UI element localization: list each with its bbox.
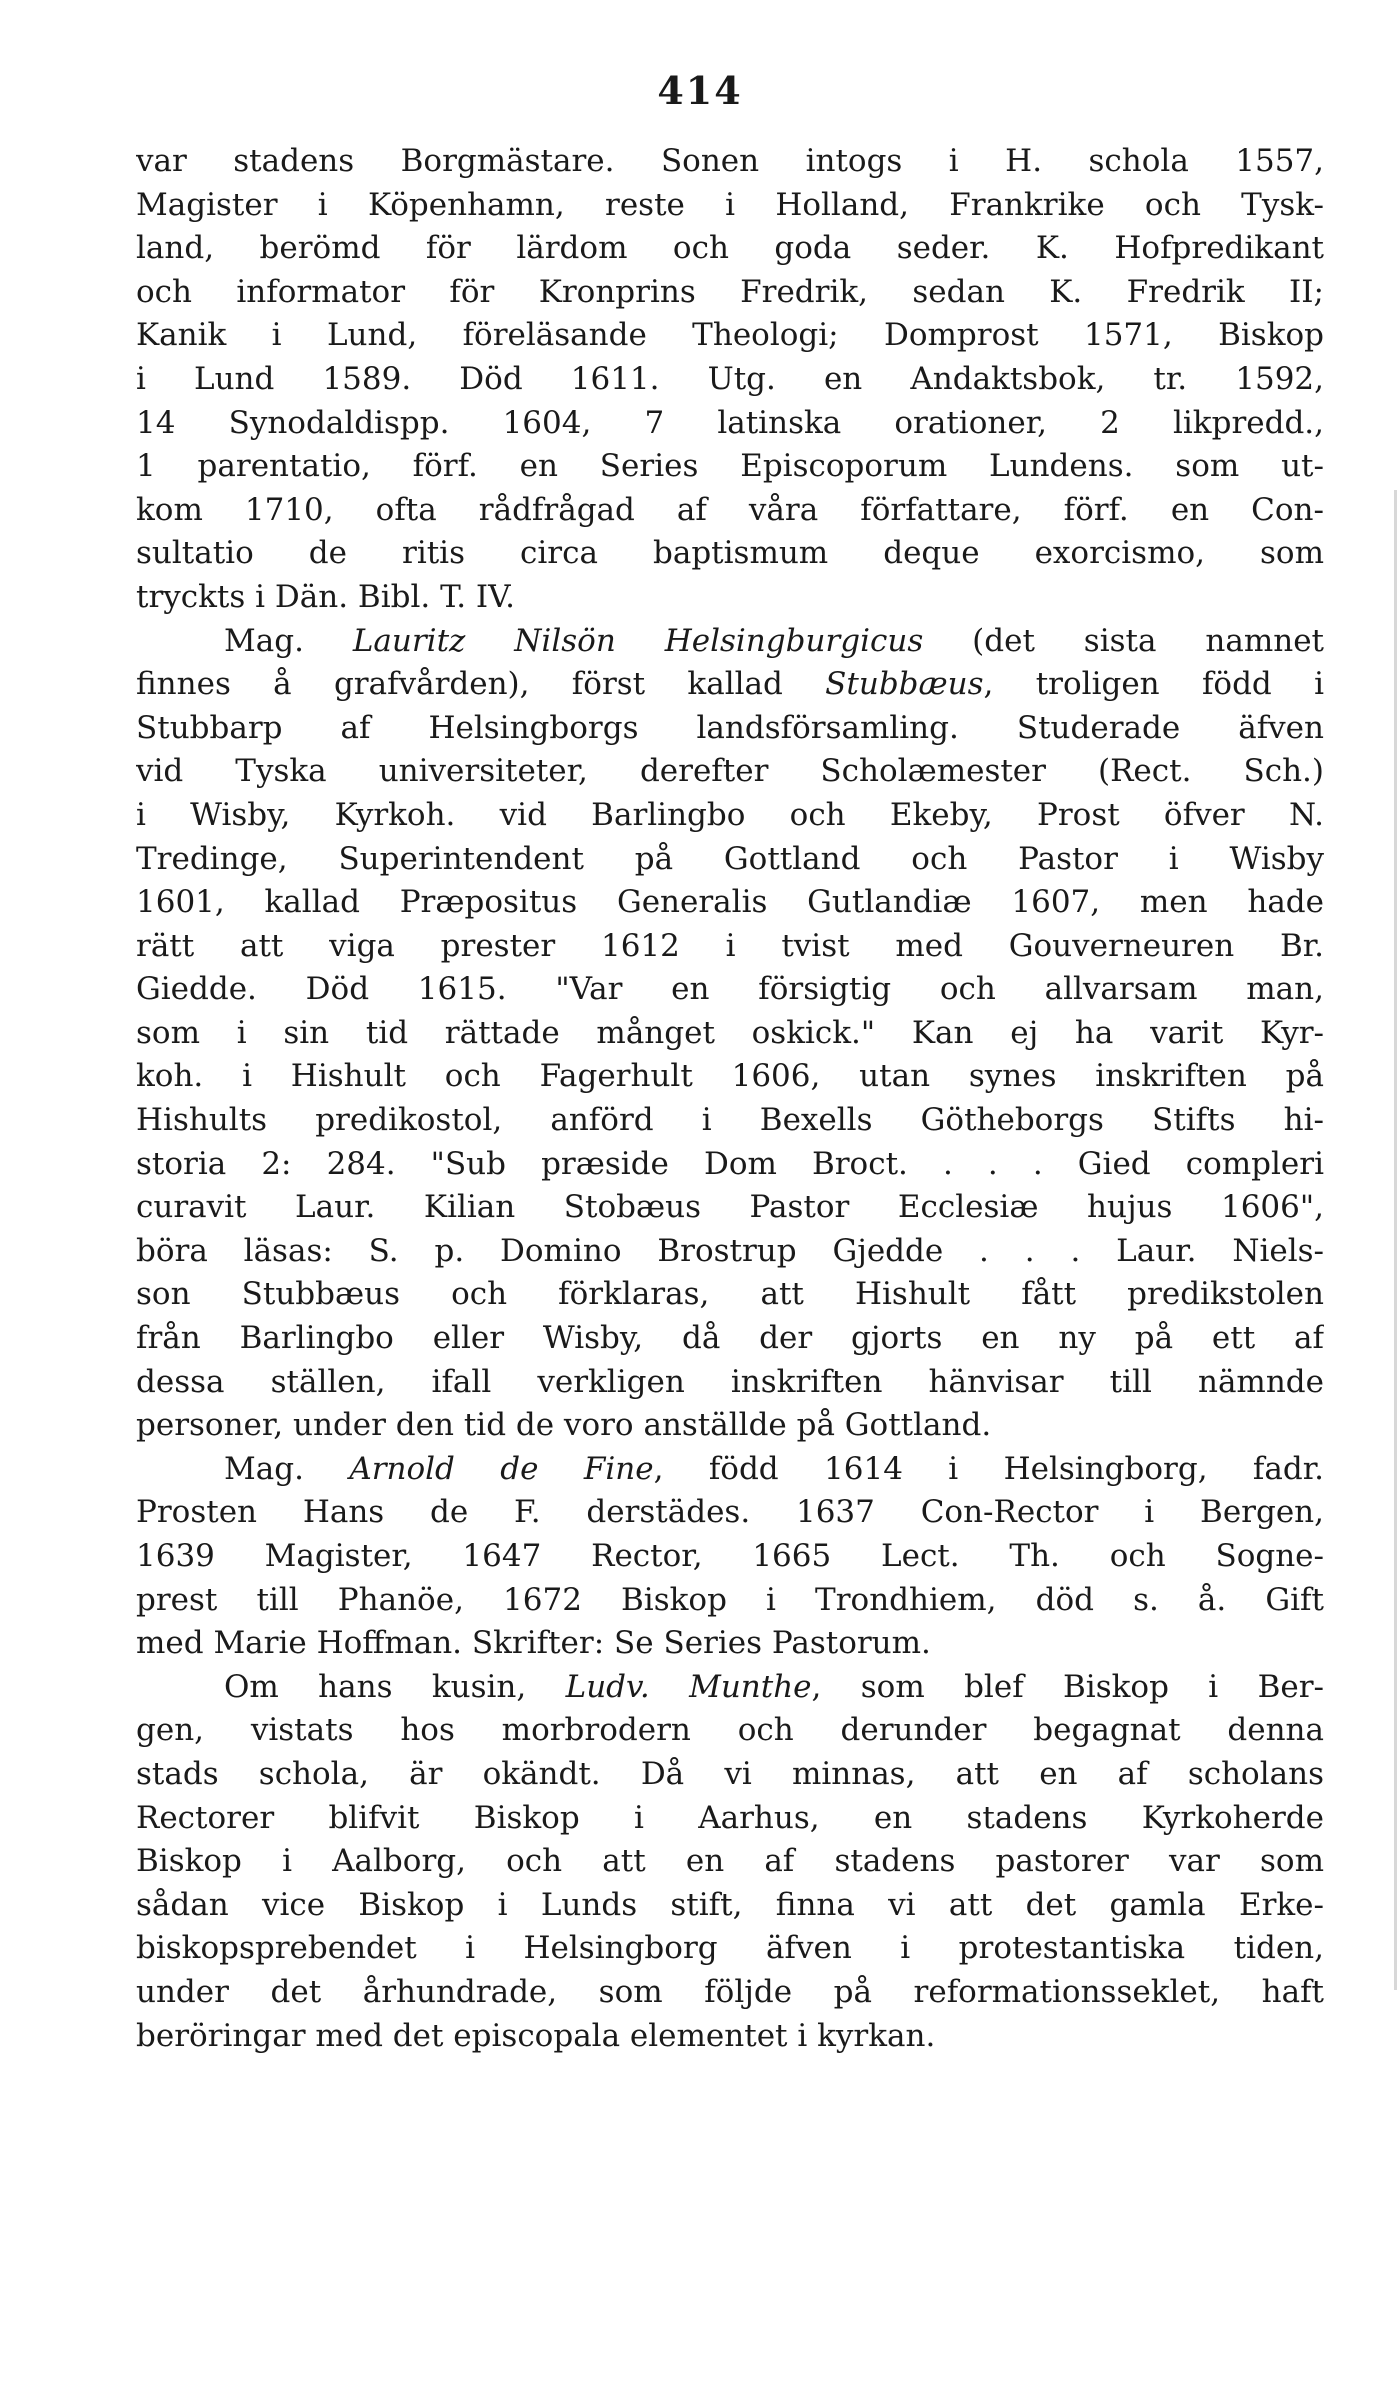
text-line	[136, 576, 1324, 620]
text-run: sådan vice Biskop i Lunds stift, finna vi att det gamla Erke-	[136, 1886, 1324, 1923]
text-run: , troligen född i	[983, 666, 1324, 703]
text-line	[136, 1186, 1324, 1230]
text-run: med Marie Hoffman. Skrifter: Se Series Pastorum.	[136, 1625, 931, 1662]
text-line	[136, 1404, 1324, 1448]
text-line	[136, 620, 1324, 664]
text-run: 1639 Magister, 1647 Rector, 1665 Lect. Th. och Sogne-	[136, 1538, 1324, 1574]
text-run: var stadens Borgmästare. Sonen intogs i H. schola 1557,	[136, 143, 1324, 179]
text-line	[136, 1971, 1324, 2015]
text-run: koh. i Hishult och Fagerhult 1606, utan synes inskriften på	[136, 1058, 1324, 1095]
text-run: Mag.	[224, 1450, 350, 1487]
text-line	[136, 1273, 1324, 1317]
text-run: i Lund 1589. Död 1611. Utg. en Andaktsbok, tr. 1592,	[136, 360, 1324, 397]
text-line	[136, 1535, 1324, 1579]
text-line	[136, 1927, 1324, 1971]
text-run: Rectorer blifvit Biskop i Aarhus, en stadens Kyrkoherde	[136, 1799, 1324, 1836]
text-line	[136, 1361, 1324, 1405]
italic-name: Arnold de Fine	[349, 1450, 654, 1487]
text-line	[136, 1666, 1324, 1710]
text-run: tryckts i Dän. Bibl. T. IV.	[136, 578, 515, 615]
text-line	[136, 489, 1324, 533]
text-run: personer, under den tid de voro anställde på Gottland.	[136, 1407, 992, 1444]
text-line	[136, 402, 1324, 446]
text-line	[136, 314, 1324, 358]
text-run: finnes å grafvården), först kallad	[136, 666, 826, 703]
text-run: i Wisby, Kyrkoh. vid Barlingbo och Ekeby, Prost öfver N.	[136, 796, 1324, 833]
text-run: Biskop i Aalborg, och att en af stadens pastorer var som	[136, 1843, 1324, 1880]
text-run: vid Tyska universiteter, derefter Scholæmester (Rect. Sch.)	[136, 753, 1324, 790]
text-run: 14 Synodaldispp. 1604, 7 latinska orationer, 2 likpredd.,	[136, 404, 1324, 441]
text-line	[136, 838, 1324, 882]
text-run: gen, vistats hos morbrodern och derunder begagnat denna	[136, 1712, 1324, 1749]
text-run: stads schola, är okändt. Då vi minnas, att en af scholans	[136, 1755, 1324, 1792]
text-line	[136, 1622, 1324, 1666]
text-run: (det sista namnet	[923, 622, 1324, 659]
text-run: Magister i Köpenhamn, reste i Holland, Frankrike och Tysk-	[136, 186, 1324, 223]
italic-name: Ludv. Munthe	[565, 1668, 812, 1705]
text-run: son Stubbæus och förklaras, att Hishult fått predikstolen	[136, 1276, 1324, 1313]
text-line	[136, 968, 1324, 1012]
italic-name: Stubbæus	[825, 666, 984, 703]
text-run: Kanik i Lund, föreläsande Theologi; Domprost 1571, Biskop	[136, 317, 1324, 354]
text-run: rätt att viga prester 1612 i tvist med Gouverneuren Br.	[136, 927, 1324, 964]
text-line	[136, 1491, 1324, 1535]
text-run: sultatio de ritis circa baptismum deque exorcismo, som	[136, 535, 1324, 572]
text-run: biskopsprebendet i Helsingborg äfven i protestantiska tiden,	[136, 1930, 1324, 1967]
text-line	[136, 881, 1324, 925]
text-line	[136, 1840, 1324, 1884]
body-text	[136, 140, 1324, 2058]
text-line	[136, 1797, 1324, 1841]
text-run: storia 2: 284. "Sub præside Dom Broct. . . . Gied compleri	[136, 1145, 1324, 1182]
text-run: curavit Laur. Kilian Stobæus Pastor Ecclesiæ hujus 1606",	[136, 1189, 1324, 1226]
text-run: som i sin tid rättade månget oskick." Kan ej ha varit Kyr-	[136, 1014, 1324, 1051]
text-run: beröringar med det episcopala elementet i kyrkan.	[136, 2017, 936, 2054]
text-line	[136, 227, 1324, 271]
text-line	[136, 445, 1324, 489]
text-line	[136, 271, 1324, 315]
text-line	[136, 1884, 1324, 1928]
text-line	[136, 358, 1324, 402]
text-run: under det århundrade, som följde på reformationsseklet, haft	[136, 1973, 1324, 2010]
text-line	[136, 1055, 1324, 1099]
text-line	[136, 140, 1324, 184]
text-line	[136, 1753, 1324, 1797]
italic-name: Lauritz Nilsön Helsingburgicus	[352, 622, 924, 659]
text-line	[136, 1230, 1324, 1274]
text-run: och informator för Kronprins Fredrik, sedan K. Fredrik II;	[136, 273, 1324, 310]
text-line	[136, 1143, 1324, 1187]
text-line	[136, 707, 1324, 751]
text-run: 1 parentatio, förf. en Series Episcoporum Lundens. som ut-	[136, 448, 1324, 485]
page-number: 414	[657, 68, 743, 113]
text-run: Mag.	[224, 622, 353, 659]
text-line	[136, 1709, 1324, 1753]
text-line	[136, 1317, 1324, 1361]
text-run: Tredinge, Superintendent på Gottland och Pastor i Wisby	[136, 840, 1324, 877]
text-line	[136, 1099, 1324, 1143]
text-run: Giedde. Död 1615. "Var en försigtig och allvarsam man,	[136, 971, 1324, 1008]
text-run: kom 1710, ofta rådfrågad af våra författare, förf. en Con-	[136, 491, 1324, 528]
text-line	[136, 1012, 1324, 1056]
text-run: prest till Phanöe, 1672 Biskop i Trondhiem, död s. å. Gift	[136, 1581, 1324, 1618]
text-run: Stubbarp af Helsingborgs landsförsamling. Studerade äfven	[136, 709, 1324, 746]
text-line	[136, 750, 1324, 794]
text-run: 1601, kallad Præpositus Generalis Gutlandiæ 1607, men hade	[136, 884, 1324, 921]
text-run: dessa ställen, ifall verkligen inskriften hänvisar till nämnde	[136, 1363, 1324, 1400]
text-line	[136, 663, 1324, 707]
text-line	[136, 2015, 1324, 2059]
text-run: Om hans kusin,	[224, 1668, 566, 1705]
text-line	[136, 1448, 1324, 1492]
text-run: , som blef Biskop i Ber-	[811, 1668, 1324, 1705]
text-run: , född 1614 i Helsingborg, fadr.	[653, 1450, 1324, 1487]
text-run: från Barlingbo eller Wisby, då der gjorts en ny på ett af	[136, 1320, 1324, 1357]
text-line	[136, 1579, 1324, 1623]
text-line	[136, 794, 1324, 838]
text-run: böra läsas: S. p. Domino Brostrup Gjedde . . . Laur. Niels-	[136, 1232, 1324, 1269]
text-line	[136, 532, 1324, 576]
text-line	[136, 184, 1324, 228]
text-run: land, berömd för lärdom och goda seder. K. Hofpredikant	[136, 230, 1324, 267]
page-edge-shadow	[1394, 490, 1397, 1990]
text-run: Prosten Hans de F. derstädes. 1637 Con-Rector i Bergen,	[136, 1494, 1324, 1531]
text-run: Hishults predikostol, anförd i Bexells Götheborgs Stifts hi-	[136, 1102, 1324, 1139]
text-line	[136, 925, 1324, 969]
